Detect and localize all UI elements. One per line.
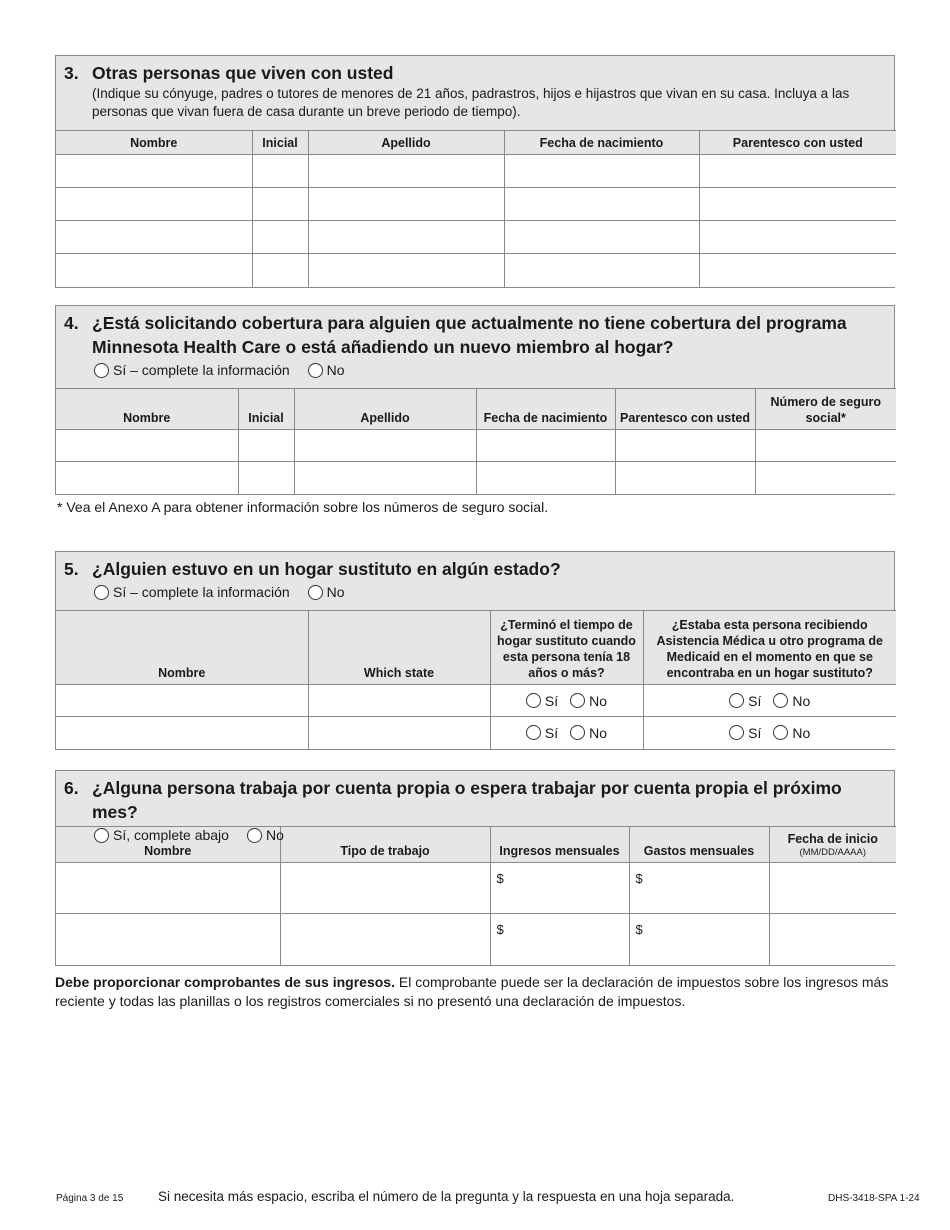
radio-circle-icon[interactable] — [94, 363, 109, 378]
radio-label: Sí – complete la información — [113, 584, 290, 600]
initial-cell[interactable] — [252, 254, 308, 287]
monthly-income-cell[interactable]: $ — [490, 863, 629, 914]
ssn-cell[interactable] — [755, 462, 896, 494]
coverage-radio-group — [64, 359, 886, 381]
column-header: Parentesco con usted — [615, 389, 755, 430]
table-row — [56, 221, 896, 254]
radio-circle-icon[interactable] — [570, 693, 585, 708]
radio-label: Sí – complete la información — [113, 362, 290, 378]
state-cell[interactable] — [308, 717, 490, 749]
medicaid-radio-group — [644, 725, 897, 741]
relationship-cell[interactable] — [699, 254, 896, 287]
radio-circle-icon[interactable] — [729, 725, 744, 740]
column-header: Nombre — [56, 131, 252, 155]
column-header: Nombre — [56, 827, 280, 863]
section-4 — [55, 305, 895, 495]
column-header: Apellido — [308, 131, 504, 155]
age-18-radio-group — [491, 725, 643, 741]
radio-circle-icon[interactable] — [247, 828, 262, 843]
monthly-expenses-cell[interactable]: $ — [629, 863, 769, 914]
section-5-header — [56, 552, 894, 610]
radio-label: No — [265, 827, 284, 843]
section-title: Otras personas que viven con usted — [92, 63, 394, 83]
form-id: DHS-3418-SPA 1-24 — [828, 1193, 920, 1204]
birth-date-cell[interactable] — [504, 254, 699, 287]
medicaid-radio-group — [644, 693, 897, 709]
column-header: Inicial — [238, 389, 294, 430]
section-title: ¿Alguna persona trabaja por cuenta propia o espera trabajar por cuenta propia el próximo mes? — [92, 778, 842, 822]
name-cell[interactable] — [56, 430, 238, 462]
self-employment-table — [56, 826, 896, 965]
no-radio[interactable]: No — [570, 725, 607, 741]
initial-cell[interactable] — [252, 155, 308, 188]
job-type-cell[interactable] — [280, 914, 490, 965]
name-cell[interactable] — [56, 254, 252, 287]
column-header: Nombre — [56, 389, 238, 430]
birth-date-cell[interactable] — [504, 221, 699, 254]
initial-cell[interactable] — [238, 462, 294, 494]
radio-circle-icon[interactable] — [773, 693, 788, 708]
page-number: Página 3 de 15 — [56, 1193, 124, 1204]
radio-circle-icon[interactable] — [308, 363, 323, 378]
column-header: ¿Estaba esta persona recibiendo Asistencia Médica u otro programa de Medicaid en el momento en que se encontraba en un hogar sustituto? — [643, 611, 896, 685]
start-date-cell[interactable] — [769, 863, 896, 914]
section-5 — [55, 551, 895, 750]
name-cell[interactable] — [56, 914, 280, 965]
state-cell[interactable] — [308, 685, 490, 717]
section-3 — [55, 55, 895, 288]
column-header: Fecha de nacimiento — [476, 389, 615, 430]
yes-radio[interactable] — [94, 359, 290, 381]
last-name-cell[interactable] — [308, 254, 504, 287]
yes-radio[interactable] — [94, 581, 290, 603]
name-cell[interactable] — [56, 462, 238, 494]
age-18-radio-group — [491, 693, 643, 709]
relationship-cell[interactable] — [615, 430, 755, 462]
column-header: Fecha de nacimiento — [504, 131, 699, 155]
section-title: ¿Alguien estuvo en un hogar sustituto en algún estado? — [92, 559, 561, 579]
table-row — [56, 188, 896, 221]
relationship-cell[interactable] — [699, 188, 896, 221]
foster-care-table — [56, 610, 896, 749]
section-number: 3. — [64, 63, 79, 83]
new-coverage-table — [56, 388, 896, 494]
radio-circle-icon[interactable] — [773, 725, 788, 740]
section-number: 4. — [64, 313, 79, 333]
birth-date-cell[interactable] — [476, 462, 615, 494]
section-6-header — [56, 771, 894, 843]
table-row — [56, 155, 896, 188]
section-note: (Indique su cónyuge, padres o tutores de menores de 21 años, padrastros, hijos e hijastros que vivan en su casa. Incluya a las personas que vivan fuera de casa durante un breve periodo de tiempo). — [92, 86, 850, 119]
no-radio[interactable] — [308, 581, 345, 603]
no-radio[interactable] — [247, 824, 284, 846]
column-header: Número de seguro social* — [755, 389, 896, 430]
no-radio[interactable]: No — [773, 725, 810, 741]
birth-date-cell[interactable] — [504, 188, 699, 221]
no-radio[interactable]: No — [773, 693, 810, 709]
si-radio[interactable]: Sí — [526, 693, 558, 709]
column-header: Fecha de inicio (MM/DD/AAAA) — [769, 827, 896, 863]
name-cell[interactable] — [56, 188, 252, 221]
birth-date-cell[interactable] — [504, 155, 699, 188]
radio-circle-icon[interactable] — [94, 585, 109, 600]
household-members-table — [56, 130, 896, 287]
table-row — [56, 685, 896, 717]
column-header: ¿Terminó el tiempo de hogar sustituto cuando esta persona tenía 18 años o más? — [490, 611, 643, 685]
name-cell[interactable] — [56, 221, 252, 254]
monthly-income-cell[interactable]: $ — [490, 914, 629, 965]
section-6 — [55, 770, 895, 966]
last-name-cell[interactable] — [308, 188, 504, 221]
radio-circle-icon[interactable] — [308, 585, 323, 600]
radio-circle-icon[interactable] — [94, 828, 109, 843]
section-title: ¿Está solicitando cobertura para alguien que actualmente no tiene cobertura del programa Minnesota Health Care o está añadiendo un nuevo miembro al hogar? — [92, 313, 847, 357]
table-row — [56, 430, 896, 462]
last-name-cell[interactable] — [308, 221, 504, 254]
table-row — [56, 717, 896, 749]
si-radio[interactable]: Sí — [526, 725, 558, 741]
job-type-cell[interactable] — [280, 863, 490, 914]
last-name-cell[interactable] — [294, 430, 476, 462]
radio-label: Sí, complete abajo — [113, 827, 229, 843]
table-row — [56, 462, 896, 494]
no-radio[interactable] — [308, 359, 345, 381]
section-number: 5. — [64, 559, 79, 579]
last-name-cell[interactable] — [308, 155, 504, 188]
column-header: Inicial — [252, 131, 308, 155]
radio-circle-icon[interactable] — [526, 693, 541, 708]
section-4-header — [56, 306, 894, 388]
column-header: Parentesco con usted — [699, 131, 896, 155]
foster-care-radio-group — [64, 581, 886, 603]
monthly-expenses-cell[interactable]: $ — [629, 914, 769, 965]
si-radio[interactable]: Sí — [729, 693, 761, 709]
ssn-cell[interactable] — [755, 430, 896, 462]
si-radio[interactable]: Sí — [729, 725, 761, 741]
radio-circle-icon[interactable] — [729, 693, 744, 708]
no-radio[interactable]: No — [570, 693, 607, 709]
name-cell[interactable] — [56, 155, 252, 188]
relationship-cell[interactable] — [699, 155, 896, 188]
initial-cell[interactable] — [252, 188, 308, 221]
start-date-cell[interactable] — [769, 914, 896, 965]
name-cell[interactable] — [56, 717, 308, 749]
table-row — [56, 254, 896, 287]
section-number: 6. — [64, 778, 79, 798]
column-header: Nombre — [56, 611, 308, 685]
income-proof-text: El comprobante puede ser la declaración de impuestos sobre los ingresos más reciente y todas las planillas o los registros comerciales si no presentó una declaración de impuestos. — [55, 974, 889, 1009]
last-name-cell[interactable] — [294, 462, 476, 494]
relationship-cell[interactable] — [615, 462, 755, 494]
section-3-header — [56, 56, 894, 130]
column-header: Tipo de trabajo — [280, 827, 490, 863]
footer-note: Si necesita más espacio, escriba el número de la pregunta y la respuesta en una hoja separada. — [158, 1189, 735, 1204]
table-row — [56, 914, 896, 965]
radio-label: No — [326, 362, 345, 378]
column-header: Ingresos mensuales — [490, 827, 629, 863]
initial-cell[interactable] — [238, 430, 294, 462]
income-proof-bold: Debe proporcionar comprobantes de sus ingresos. — [55, 974, 395, 990]
column-header: Which state — [308, 611, 490, 685]
table-row — [56, 863, 896, 914]
name-cell[interactable] — [56, 863, 280, 914]
ssn-footnote: * Vea el Anexo A para obtener información sobre los números de seguro social. — [57, 499, 549, 515]
radio-circle-icon[interactable] — [570, 725, 585, 740]
radio-circle-icon[interactable] — [526, 725, 541, 740]
column-header: Apellido — [294, 389, 476, 430]
date-format-hint: (MM/DD/AAAA) — [799, 847, 866, 858]
radio-label: No — [326, 584, 345, 600]
name-cell[interactable] — [56, 685, 308, 717]
income-proof-note — [55, 973, 895, 1011]
column-header: Gastos mensuales — [629, 827, 769, 863]
relationship-cell[interactable] — [699, 221, 896, 254]
birth-date-cell[interactable] — [476, 430, 615, 462]
initial-cell[interactable] — [252, 221, 308, 254]
